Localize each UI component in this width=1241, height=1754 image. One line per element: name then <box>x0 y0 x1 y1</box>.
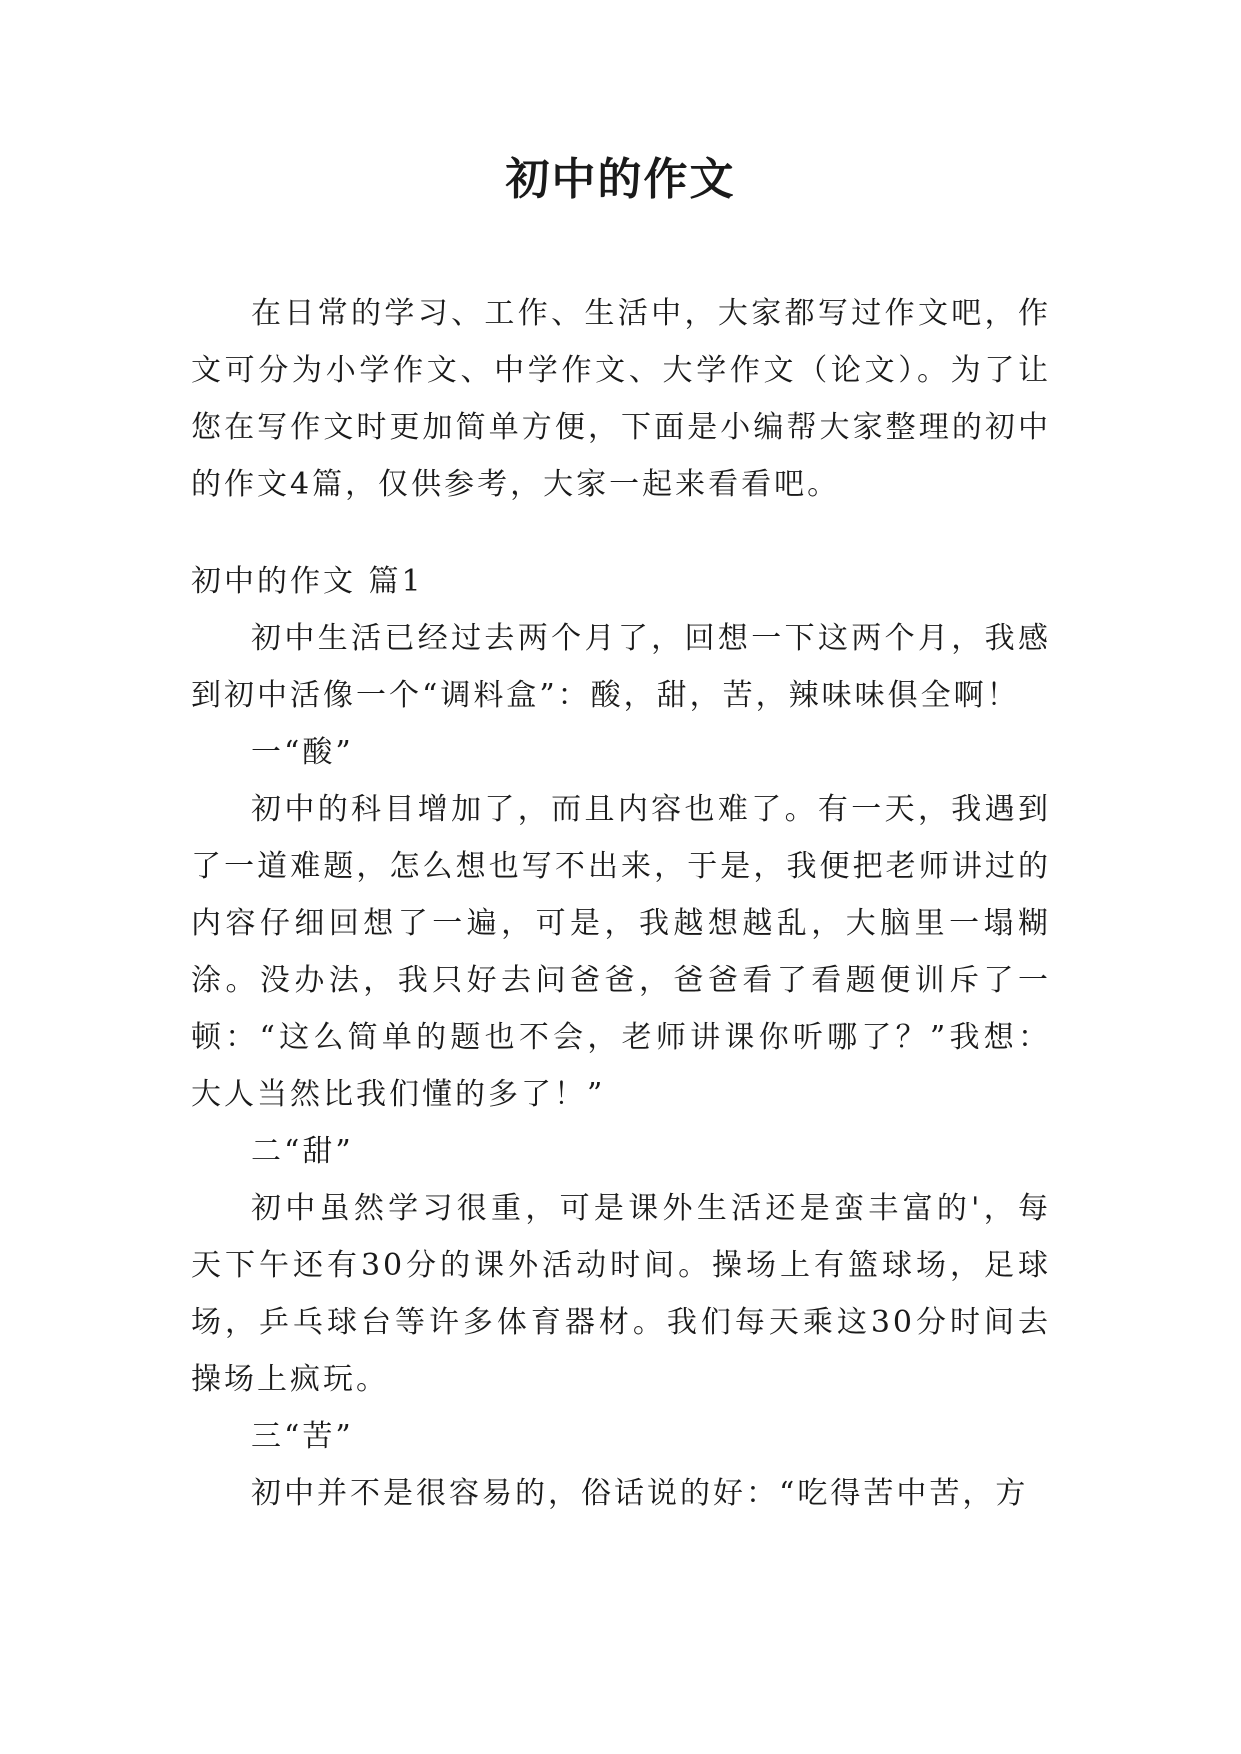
subheading-sweet: 二“甜” <box>251 1134 354 1169</box>
subheading-sour: 一“酸” <box>251 735 354 770</box>
paragraph-sour: 初中的科目增加了，而且内容也难了。有一天，我遇到了一道难题，怎么想也写不出来，于是，我便把老师讲过的内容仔细回想了一遍，可是，我越想越乱，大脑里一塌糊涂。没办法，我只好去问爸爸，爸爸看了看题便训斥了一顿：“这么简单的题也不会，老师讲课你听哪了？”我想：大人当然比我们懂的多了！” <box>191 792 1051 1112</box>
paragraph-opening: 初中生活已经过去两个月了，回想一下这两个月，我感到初中活像一个“调料盒”：酸，甜，苦，辣味味俱全啊！ <box>191 621 1051 713</box>
paragraph-bitter: 初中并不是很容易的，俗话说的好：“吃得苦中苦，方 <box>251 1476 1029 1511</box>
paragraph-sweet: 初中虽然学习很重，可是课外生活还是蛮丰富的'，每天下午还有30分的课外活动时间。操场上有篮球场，足球场，乒乓球台等许多体育器材。我们每天乘这30分时间去操场上疯玩。 <box>191 1191 1051 1397</box>
document-body <box>191 285 1051 1522</box>
section-heading: 初中的作文 篇1 <box>191 564 424 599</box>
intro-paragraph: 在日常的学习、工作、生活中，大家都写过作文吧，作文可分为小学作文、中学作文、大学作文（论文）。为了让您在写作文时更加简单方便，下面是小编帮大家整理的初中的作文4篇，仅供参考，大家一起来看看吧。 <box>191 296 1051 502</box>
document-title: 初中的作文 <box>505 154 736 205</box>
subheading-bitter: 三“苦” <box>251 1419 354 1454</box>
